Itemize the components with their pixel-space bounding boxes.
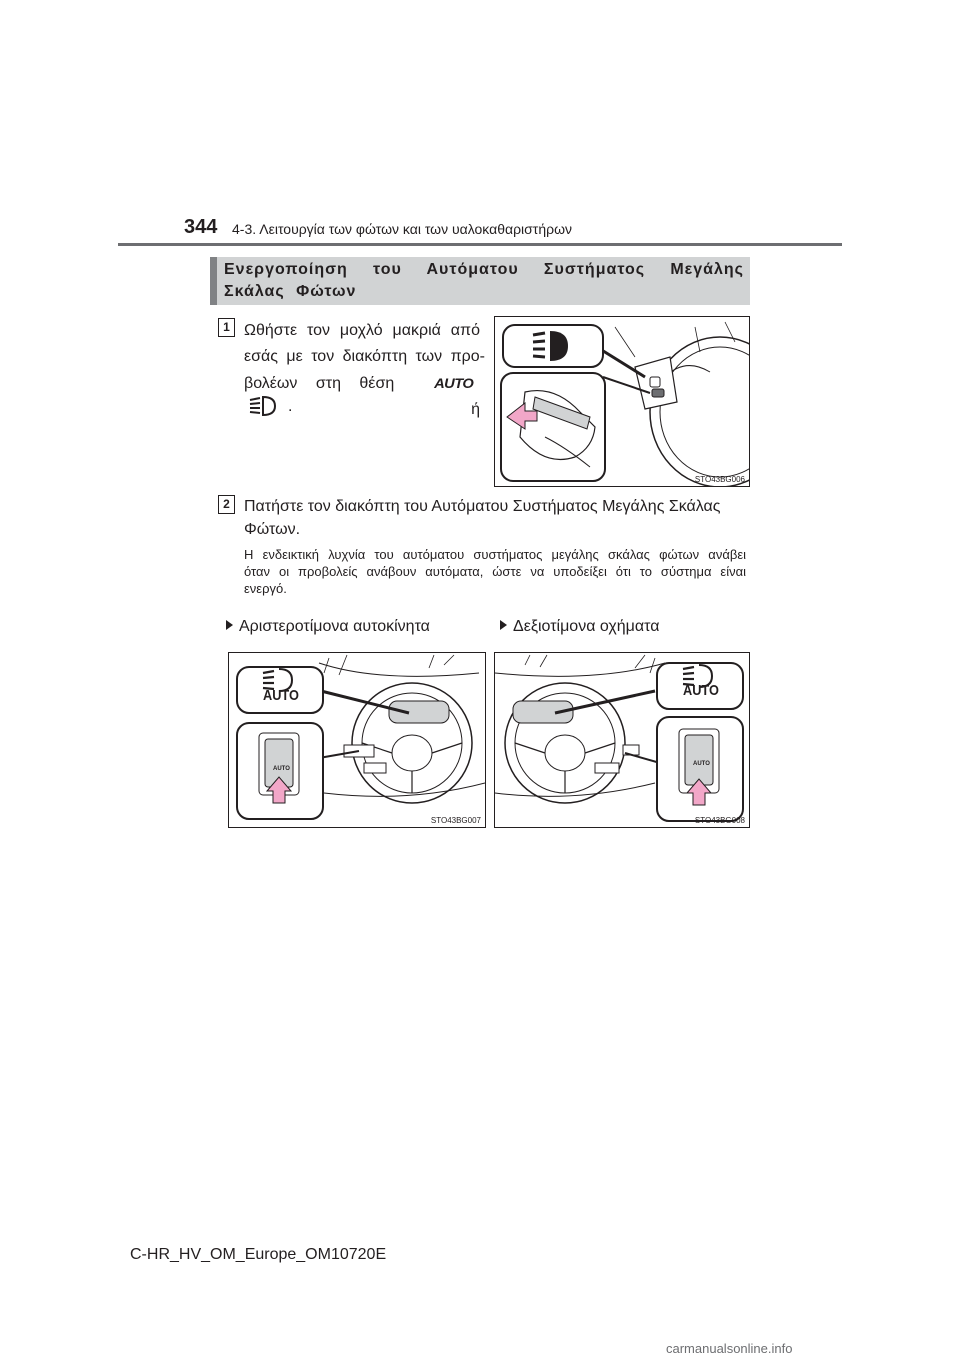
variant-left-label [226, 618, 430, 636]
section-heading-bar [210, 257, 217, 305]
triangle-bullet-icon [500, 620, 507, 630]
lhd-illustration [229, 653, 485, 827]
step-1-line-3-or: ή [471, 401, 480, 418]
chapter-heading: 4-3. Λειτουργία των φώτων και των υαλοκαθαριστήρων [232, 221, 573, 237]
variant-left-label-text: Αριστεροτίμονα αυτοκίνητα [239, 618, 430, 635]
page-number: 344 [184, 216, 218, 238]
section-title: Ενεργοποίηση του Αυτόματου Συστήματος Μεγάλης Σκάλας Φώτων [224, 261, 744, 300]
triangle-bullet-icon [226, 620, 233, 630]
auto-button-label: AUTO [263, 687, 299, 704]
high-beam-icon [248, 395, 278, 417]
auto-symbol: AUTO [433, 375, 474, 391]
header-divider [118, 243, 842, 246]
lever-illustration [495, 317, 749, 486]
step-1-badge: 1 [218, 318, 235, 337]
step-2-badge: 2 [218, 495, 235, 514]
document-id: C-HR_HV_OM_Europe_OM10720E [130, 1246, 387, 1263]
step-2-text: Πατήστε τον διακόπτη του Αυτόματου Συστήματος Μεγάλης Σκάλας Φώτων. [244, 498, 721, 538]
figure-left-hand-drive [228, 652, 486, 828]
watermark: carmanualsonline.info [666, 1341, 793, 1356]
figure-lever-illustration [494, 316, 750, 487]
auto-button-label: AUTO [683, 682, 719, 699]
figure-lhd-code: STO43BG007 [430, 816, 481, 825]
figure-right-hand-drive [494, 652, 750, 828]
step-1-line-1: Ωθήστε τον μοχλό μακριά από [244, 322, 480, 339]
figure-rhd-code: STO43BG008 [694, 816, 745, 825]
step-1-line-3-text: βολέων στη θέση [244, 375, 395, 392]
auto-switch-label: AUTO [693, 761, 710, 767]
step-1-period: . [288, 398, 293, 415]
step-2-note: Η ενδεικτική λυχνία του αυτόματου συστήματος μεγάλης σκάλας φώτων ανάβει όταν οι προβολείς ανάβουν αυτόματα, ώστε να υποδείξει ότι το σύστημα είναι ενεργό. [244, 547, 746, 596]
variant-right-label [500, 618, 659, 636]
variant-right-label-text: Δεξιοτίμονα οχήματα [513, 618, 660, 635]
step-1-line-2: εσάς με τον διακόπτη των προ- [244, 348, 485, 365]
step-1-text [244, 318, 485, 423]
step-1-line-3 [244, 370, 480, 418]
auto-switch-label: AUTO [273, 766, 290, 772]
figure-1-code: STO43BG006 [694, 475, 745, 484]
rhd-illustration [495, 653, 749, 827]
